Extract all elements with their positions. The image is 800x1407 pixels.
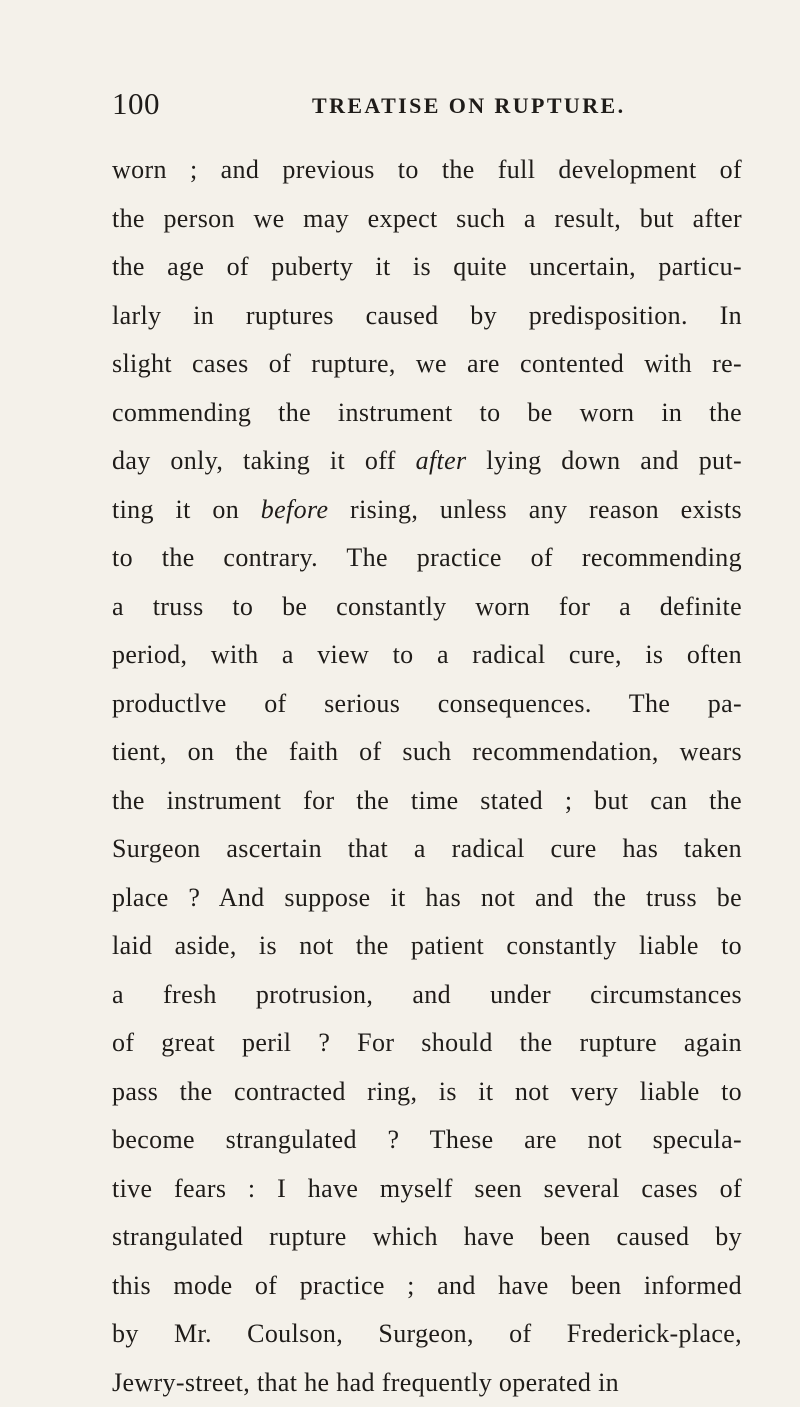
page-header xyxy=(112,84,742,124)
text-line xyxy=(112,437,742,486)
text-line: a truss to be constantly worn for a definite xyxy=(112,583,742,632)
text-line: this mode of practice ; and have been informed xyxy=(112,1262,742,1311)
text-line: the instrument for the time stated ; but can the xyxy=(112,777,742,826)
text-line: larly in ruptures caused by predisposition. In xyxy=(112,292,742,341)
text-line: a fresh protrusion, and under circumstances xyxy=(112,971,742,1020)
page-number: 100 xyxy=(112,84,160,124)
italic-word: before xyxy=(261,495,329,524)
text-line: pass the contracted ring, is it not very liable to xyxy=(112,1068,742,1117)
text-segment: lying down and put- xyxy=(466,446,742,475)
running-title: TREATISE ON RUPTURE. xyxy=(312,86,625,126)
text-line: tient, on the faith of such recommendation, wears xyxy=(112,728,742,777)
text-line: to the contrary. The practice of recommending xyxy=(112,534,742,583)
text-line: commending the instrument to be worn in the xyxy=(112,389,742,438)
text-segment: rising, unless any reason exists xyxy=(328,495,742,524)
text-line: strangulated rupture which have been caused by xyxy=(112,1213,742,1262)
text-line: worn ; and previous to the full development of xyxy=(112,146,742,195)
text-line: productlve of serious consequences. The pa- xyxy=(112,680,742,729)
text-line: period, with a view to a radical cure, is often xyxy=(112,631,742,680)
text-line: the person we may expect such a result, but after xyxy=(112,195,742,244)
body-text xyxy=(112,146,742,1407)
text-line: Surgeon ascertain that a radical cure has taken xyxy=(112,825,742,874)
text-line: become strangulated ? These are not specula- xyxy=(112,1116,742,1165)
text-line: the age of puberty it is quite uncertain, particu- xyxy=(112,243,742,292)
text-line xyxy=(112,486,742,535)
text-segment: ting it on xyxy=(112,495,261,524)
text-line: slight cases of rupture, we are contented with re- xyxy=(112,340,742,389)
text-line: by Mr. Coulson, Surgeon, of Frederick-place, xyxy=(112,1310,742,1359)
text-line: of great peril ? For should the rupture again xyxy=(112,1019,742,1068)
text-line: laid aside, is not the patient constantly liable to xyxy=(112,922,742,971)
text-line: tive fears : I have myself seen several cases of xyxy=(112,1165,742,1214)
text-line: place ? And suppose it has not and the truss be xyxy=(112,874,742,923)
italic-word: after xyxy=(416,446,467,475)
text-line: Jewry-street, that he had frequently operated in xyxy=(112,1359,742,1407)
text-segment: day only, taking it off xyxy=(112,446,416,475)
